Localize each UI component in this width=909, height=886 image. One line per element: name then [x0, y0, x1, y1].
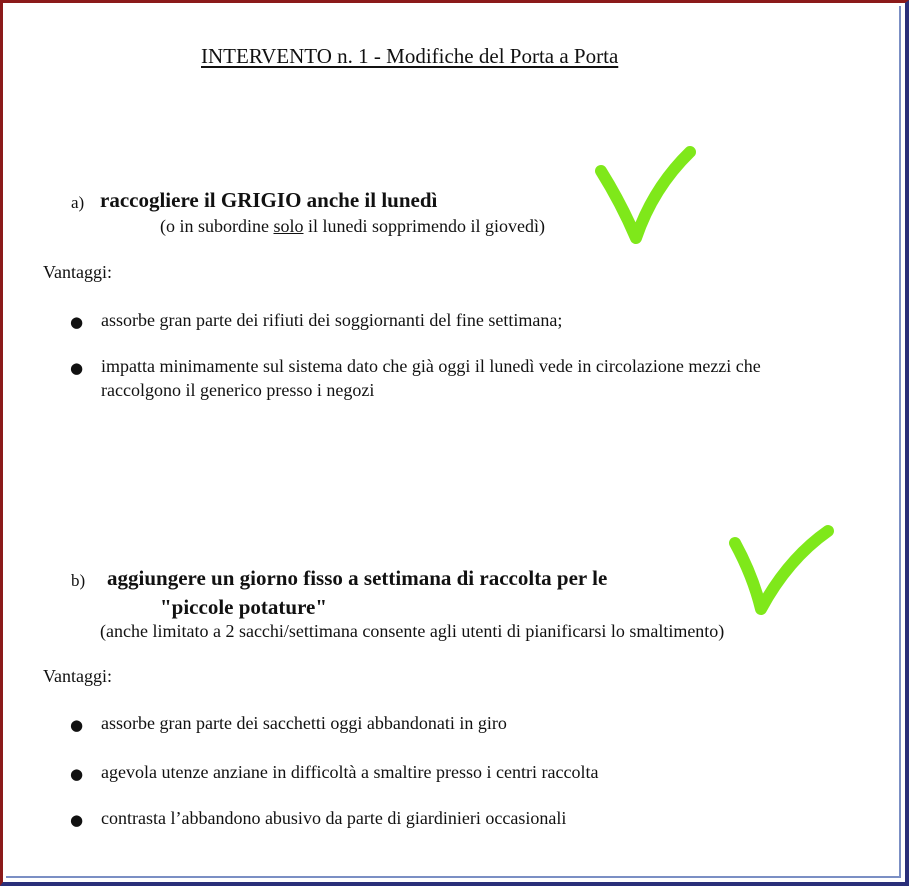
section-b-heading-line-1: aggiungere un giorno fisso a settimana di raccolta per le	[107, 566, 608, 590]
section-a-marker: a)	[71, 193, 85, 212]
section-a-note	[160, 216, 545, 237]
section-a-heading: raccogliere il GRIGIO anche il lunedì	[100, 188, 438, 212]
section-b-advantages-label: Vantaggi:	[43, 666, 112, 686]
section-a-bullet-2-line-1: impatta minimamente sul sistema dato che già oggi il lunedì vede in circolazione mezzi che	[101, 356, 761, 376]
page-title: INTERVENTO n. 1 - Modifiche del Porta a Porta	[201, 44, 619, 68]
frame-edge	[6, 6, 901, 878]
section-b-bullet-2: agevola utenze anziane in difficoltà a smaltire presso i centri raccolta	[101, 762, 599, 782]
section-a-bullet-2-line-2: raccolgono il generico presso i negozi	[101, 380, 375, 400]
checkmark-icon	[593, 143, 703, 253]
section-b-note: (anche limitato a 2 sacchi/settimana consente agli utenti di pianificarsi lo smaltimento)	[100, 621, 725, 641]
section-a-note-emphasis: solo	[273, 216, 304, 236]
section-a-note-end: il lunedi sopprimendo il giovedì)	[303, 216, 545, 236]
bullet-icon: ●	[70, 811, 84, 829]
section-b-heading-line-2: "piccole potature"	[160, 595, 327, 619]
section-b-bullet-3: contrasta l’abbandono abusivo da parte di giardinieri occasionali	[101, 808, 567, 828]
section-a-note-start: (o in subordine	[160, 216, 274, 236]
section-a-advantages-label: Vantaggi:	[43, 262, 112, 282]
bullet-icon: ●	[70, 765, 84, 783]
section-b-bullet-1: assorbe gran parte dei sacchetti oggi abbandonati in giro	[101, 713, 507, 733]
bullet-icon: ●	[70, 716, 84, 734]
section-b-marker: b)	[71, 571, 86, 590]
checkmark-icon	[723, 521, 838, 621]
bullet-icon: ●	[70, 313, 84, 331]
bullet-icon: ●	[70, 359, 84, 377]
section-a-bullet-1: assorbe gran parte dei rifiuti dei soggiornanti del fine settimana;	[101, 310, 563, 330]
